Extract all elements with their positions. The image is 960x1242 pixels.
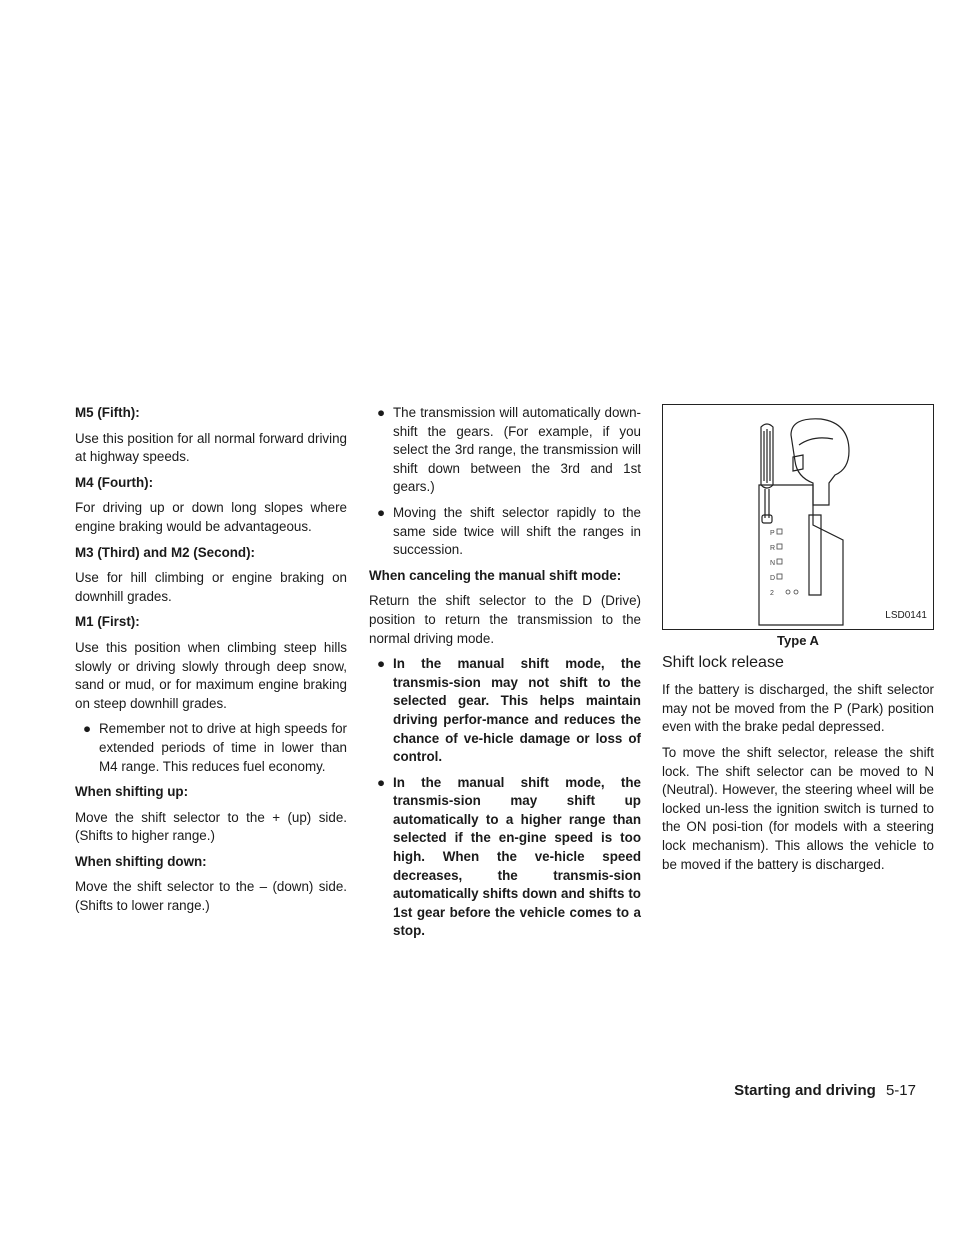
svg-text:P: P	[770, 530, 775, 537]
shifting-up-text: Move the shift selector to the + (up) side. (Shifts to higher range.)	[75, 809, 347, 844]
shift-lock-text-2: To move the shift selector, release the shift lock. The shift selector can be moved to N (Neutral). However, the steering wheel will be locked un-less the ignition switch is turned to the ON posi-tion (for models with a steering lock mechanism). This allows the vehicle to be moved if the battery is discharged.	[662, 744, 934, 872]
m3-m2-text: Use for hill climbing or engine braking on downhill grades.	[75, 570, 347, 604]
shifting-up-heading: When shifting up:	[75, 784, 189, 800]
figure-code: LSD0141	[885, 610, 927, 622]
shift-lock-text-1: If the battery is discharged, the shift selector may not be moved from the P (Park) position even with the brake pedal depressed.	[662, 682, 934, 735]
auto-downshift-bullet	[369, 404, 641, 497]
bullet-dot-icon: ●	[377, 656, 386, 672]
m5-text: Use this position for all normal forward driving at highway speeds.	[75, 430, 347, 465]
m1-text: Use this position when climbing steep hills slowly or driving slowly through deep snow, sand or mud, or for maximum engine braking on steep downhill grades.	[75, 639, 347, 711]
shift-lock-illustration	[663, 405, 933, 629]
m1-heading: M1 (First):	[75, 614, 140, 630]
figure-caption: Type A	[777, 633, 819, 648]
svg-text:R: R	[770, 545, 776, 552]
bullet-text: The transmission will automatically down-shift the gears. (For example, if you select the 3rd range, the transmission will shift down between the 3rd and 1st gears.)	[393, 405, 641, 495]
right-column	[662, 404, 934, 881]
bullet-text: In the manual shift mode, the transmis-sion may not shift to the selected gear. This helps maintain driving perfor-mance and reduces the chance of ve-hicle damage or loss of control.	[393, 656, 641, 765]
m4-text: For driving up or down long slopes where engine braking would be advantageous.	[75, 500, 347, 534]
svg-text:N: N	[770, 560, 776, 567]
bullet-dot-icon: ●	[83, 721, 92, 737]
m4-heading: M4 (Fourth):	[75, 474, 154, 490]
svg-text:D: D	[770, 575, 776, 582]
bullet-text: Remember not to drive at high speeds for extended periods of time in lower than M4 range. This reduces fuel economy.	[99, 721, 347, 774]
cancel-manual-text: Return the shift selector to the D (Drive) position to return the transmission to the normal driving mode.	[369, 593, 641, 646]
bullet-dot-icon: ●	[377, 774, 386, 790]
shift-lock-section-title: Shift lock release	[662, 653, 784, 671]
bullet-dot-icon: ●	[377, 504, 386, 520]
m3-m2-heading: M3 (Third) and M2 (Second):	[75, 544, 256, 560]
warning-bullet-2	[369, 774, 641, 941]
left-column	[75, 404, 347, 923]
cancel-manual-heading: When canceling the manual shift mode:	[369, 567, 622, 583]
bullet-text: In the manual shift mode, the transmis-sion may shift up automatically to a higher range than selected if the en-gine speed is too high. When the ve-hicle speed decreases, the transmis-sion automatically shifts down and shifts to 1st gear before the vehicle comes to a stop.	[393, 774, 641, 939]
fuel-economy-bullet	[75, 720, 347, 776]
svg-text:2: 2	[770, 590, 774, 597]
page-number: 5-17	[885, 1082, 916, 1099]
page-footer	[734, 1082, 916, 1099]
middle-column	[369, 404, 641, 948]
m5-heading: M5 (Fifth):	[75, 405, 140, 420]
shifting-down-text: Move the shift selector to the – (down) side. (Shifts to lower range.)	[75, 879, 347, 914]
footer-section-name: Starting and driving	[734, 1082, 876, 1099]
rapid-shift-bullet	[369, 504, 641, 560]
bullet-dot-icon: ●	[377, 405, 386, 420]
bullet-text: Moving the shift selector rapidly to the same side twice will shift the ranges in succession.	[393, 504, 641, 558]
warning-bullet-1	[369, 655, 641, 767]
shifting-down-heading: When shifting down:	[75, 853, 207, 869]
shift-lock-figure	[662, 404, 934, 630]
